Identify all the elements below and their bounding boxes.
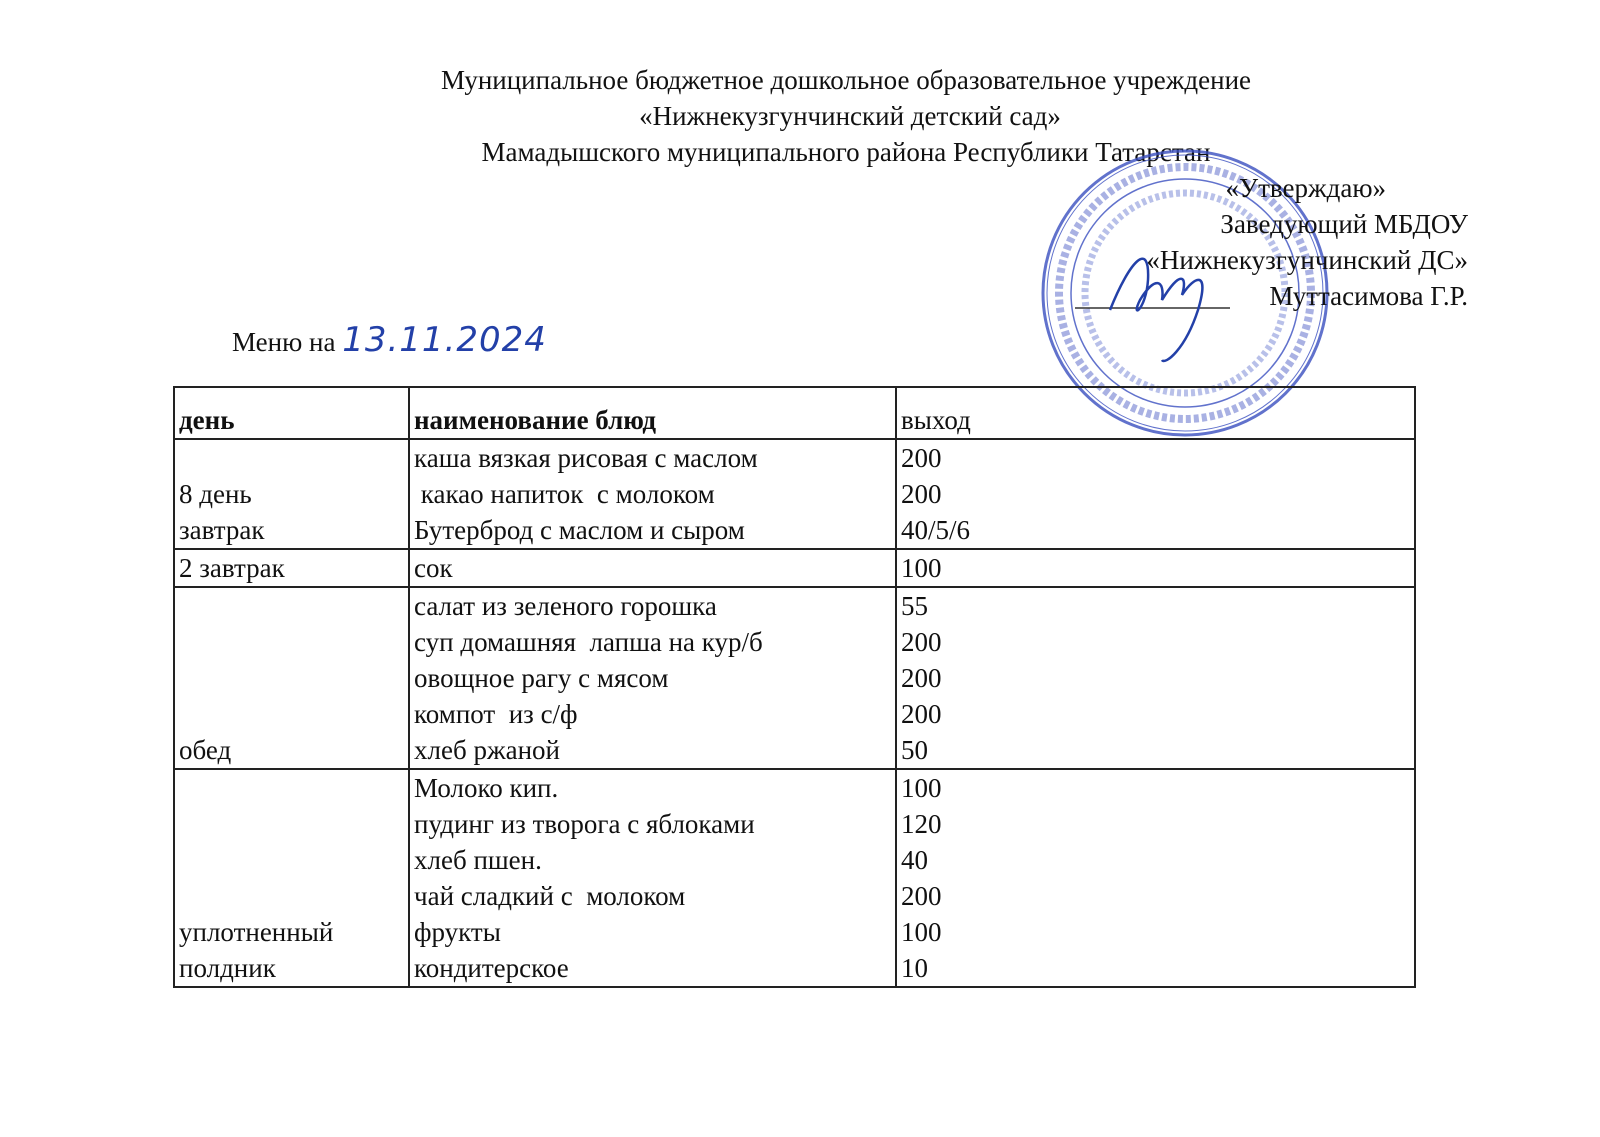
- dish-name: кондитерское: [414, 953, 569, 983]
- dishes-cell: [409, 769, 896, 987]
- table-row: [174, 587, 1415, 769]
- approval-organization: «Нижнекузгунчинский ДС»: [1146, 245, 1468, 275]
- dish-name: каша вязкая рисовая с маслом: [414, 443, 758, 473]
- dish-name: фрукты: [414, 917, 501, 947]
- dish-name: чай сладкий с молоком: [414, 881, 686, 911]
- header-day: день: [174, 387, 409, 439]
- dish-yield: 200: [901, 663, 942, 693]
- menu-table: [173, 386, 1416, 988]
- meal-name: 2 завтрак: [179, 553, 285, 583]
- approval-position: Заведующий МБДОУ: [1220, 209, 1468, 239]
- yield-cell: [896, 769, 1415, 987]
- signature: [1070, 240, 1260, 380]
- org-title-line1: Муниципальное бюджетное дошкольное образовательное учреждение: [441, 65, 1251, 95]
- dish-yield: 40/5/6: [901, 515, 971, 545]
- meal-name: 8 день: [179, 479, 252, 509]
- dish-yield: 120: [901, 809, 942, 839]
- meal-name: завтрак: [179, 515, 265, 545]
- dish-yield: 50: [901, 735, 928, 765]
- dish-name: хлеб ржаной: [414, 735, 560, 765]
- dish-yield: 55: [901, 591, 928, 621]
- meal-cell: [174, 549, 409, 587]
- dishes-cell: [409, 587, 896, 769]
- yield-cell: [896, 587, 1415, 769]
- dish-name: сок: [414, 553, 453, 583]
- meal-cell: [174, 769, 409, 987]
- approval-signatory: Муттасимова Г.Р.: [1269, 281, 1468, 311]
- menu-date-line: [232, 320, 547, 360]
- dish-yield: 100: [901, 773, 942, 803]
- dish-yield: 200: [901, 627, 942, 657]
- dish-yield: 200: [901, 699, 942, 729]
- table-row: [174, 769, 1415, 987]
- menu-date-handwritten: 13.11.2024: [342, 320, 547, 360]
- dish-name: овощное рагу с мясом: [414, 663, 669, 693]
- meal-name: уплотненный: [179, 917, 334, 947]
- dishes-cell: [409, 439, 896, 549]
- meal-name: полдник: [179, 953, 276, 983]
- dish-yield: 100: [901, 553, 942, 583]
- org-title-line3: Мамадышского муниципального района Республики Татарстан: [481, 137, 1211, 167]
- dish-name: хлеб пшен.: [414, 845, 542, 875]
- meal-cell: [174, 587, 409, 769]
- yield-cell: [896, 549, 1415, 587]
- menu-label: Меню на: [232, 327, 336, 357]
- dish-yield: 40: [901, 845, 928, 875]
- dish-name: суп домашняя лапша на кур/б: [414, 627, 763, 657]
- header-yield: выход: [896, 387, 1415, 439]
- dish-name: салат из зеленого горошка: [414, 591, 717, 621]
- table-header-row: [174, 387, 1415, 439]
- dish-name: пудинг из творога с яблоками: [414, 809, 755, 839]
- approval-line1: «Утверждаю»: [1225, 173, 1386, 203]
- dish-name: какао напиток с молоком: [414, 479, 715, 509]
- yield-cell: [896, 439, 1415, 549]
- table-row: [174, 439, 1415, 549]
- meal-name: обед: [179, 735, 232, 765]
- header-dish-name: наименование блюд: [409, 387, 896, 439]
- dish-name: Молоко кип.: [414, 773, 559, 803]
- dish-yield: 200: [901, 443, 942, 473]
- dish-yield: 100: [901, 917, 942, 947]
- meal-cell: [174, 439, 409, 549]
- dish-yield: 10: [901, 953, 928, 983]
- dish-yield: 200: [901, 479, 942, 509]
- dish-name: Бутерброд с маслом и сыром: [414, 515, 745, 545]
- dish-yield: 200: [901, 881, 942, 911]
- dishes-cell: [409, 549, 896, 587]
- dish-name: компот из с/ф: [414, 699, 578, 729]
- org-title-line2: «Нижнекузгунчинский детский сад»: [639, 101, 1061, 131]
- table-row: [174, 549, 1415, 587]
